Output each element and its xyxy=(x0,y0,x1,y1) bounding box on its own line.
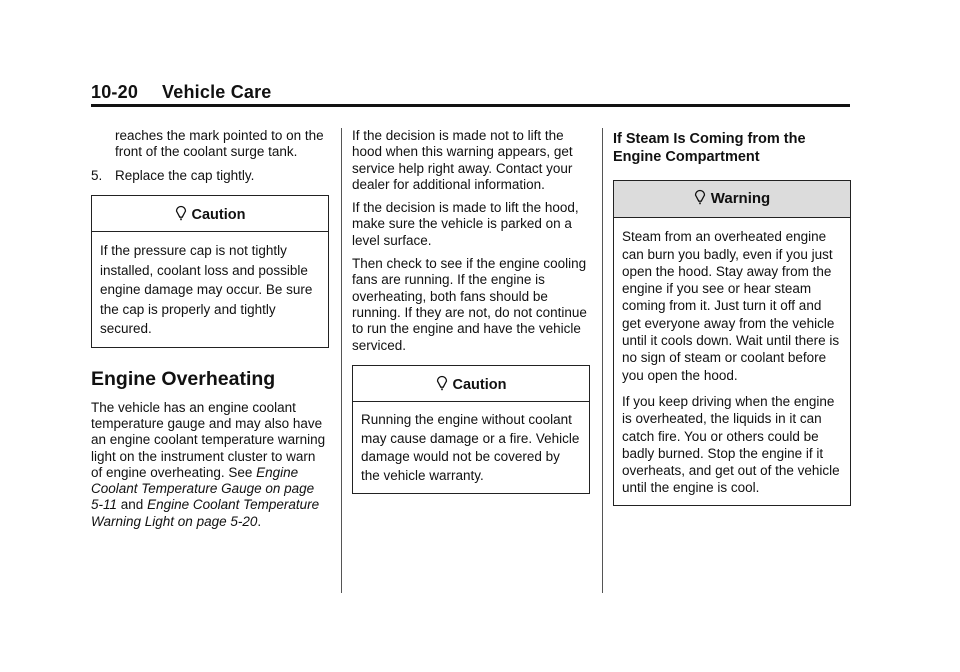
caution-symbol-icon xyxy=(175,205,187,222)
section-heading: Engine Overheating xyxy=(91,367,276,390)
paragraph-text: . xyxy=(257,513,262,529)
warning-paragraph: If you keep driving when the engine is overheated, the liquids in it can catch fire. You or others could be badly burned. Stop the engine if it overheats, and get out of the vehicle until the engine is cool. xyxy=(622,393,840,496)
warning-box xyxy=(613,180,851,506)
page-number: 10-20 xyxy=(91,82,139,102)
warning-symbol-icon xyxy=(694,189,706,206)
step-continuation: reaches the mark pointed to on the front of the coolant surge tank. xyxy=(115,128,324,160)
page-header xyxy=(91,82,272,103)
caution-body: Running the engine without coolant may cause damage or a fire. Vehicle damage would not be covered by the vehicle warranty. xyxy=(361,412,580,483)
caution-title: Caution xyxy=(452,376,507,393)
caution-box xyxy=(352,365,590,494)
caution-body: If the pressure cap is not tightly installed, coolant loss and possible engine damage may occur. Be sure the cap is properly and tightly secured. xyxy=(100,243,313,337)
warning-body xyxy=(614,218,850,504)
cross-reference: Engine Coolant Temperature Gauge on page 5-11 xyxy=(91,464,315,513)
step-5 xyxy=(91,168,329,184)
column-divider xyxy=(341,128,342,593)
warning-title: Warning xyxy=(710,190,771,207)
header-rule xyxy=(91,104,850,107)
column-1 xyxy=(91,128,329,537)
warning-paragraph: Steam from an overheated engine can burn you badly, even if you just open the hood. Stay away from the engine if you see or hear steam coming from it. Just turn it off and get everyone away from the vehicle until it cools down. Wait until there is no sign of steam or coolant before you open the hood. xyxy=(622,229,840,383)
paragraph: If the decision is made to lift the hood, make sure the vehicle is parked on a level surface. xyxy=(352,200,579,248)
overheating-paragraph xyxy=(91,400,329,530)
section-title: Vehicle Care xyxy=(162,82,272,102)
paragraph-text: The vehicle has an engine coolant temperature gauge and may also have an engine coolant temperature warning light on the instrument cluster to warn of engine overheating. See xyxy=(91,399,326,480)
subsection-heading: If Steam Is Coming from the Engine Compartment xyxy=(613,131,806,165)
warning-header xyxy=(614,181,850,218)
caution-box xyxy=(91,195,329,348)
step-text: Replace the cap tightly. xyxy=(115,167,255,183)
caution-header xyxy=(92,196,328,232)
caution-header xyxy=(353,366,589,402)
paragraph-text: and xyxy=(117,497,148,513)
caution-title: Caution xyxy=(191,206,246,223)
column-3 xyxy=(613,128,851,506)
step-number: 5. xyxy=(91,167,103,183)
column-divider xyxy=(602,128,603,593)
cross-reference: Engine Coolant Temperature Warning Light on page 5-20 xyxy=(91,497,320,529)
paragraph: If the decision is made not to lift the hood when this warning appears, get service help right away. Contact your dealer for additional information. xyxy=(352,128,573,192)
column-2 xyxy=(352,128,590,494)
paragraph: Then check to see if the engine cooling fans are running. If the engine is overheating, both fans should be running. If they are not, do not continue to run the engine and have the vehicle serviced. xyxy=(352,256,587,353)
caution-symbol-icon xyxy=(436,375,448,392)
